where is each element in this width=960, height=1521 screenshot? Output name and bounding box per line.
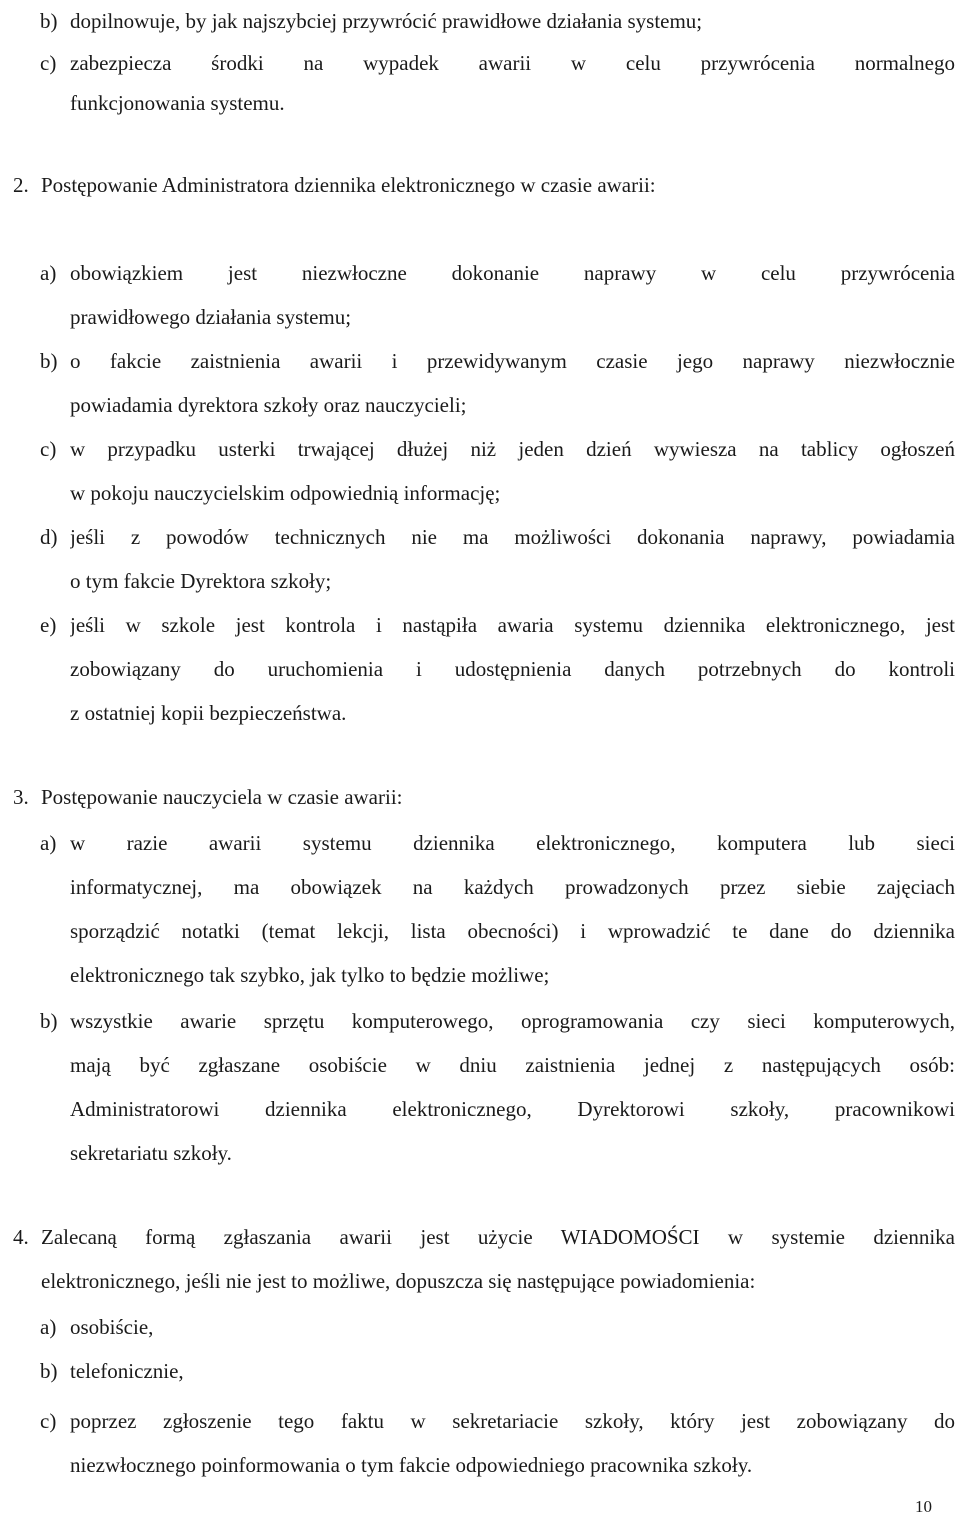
text-line [0, 610, 960, 640]
list-marker: b) [40, 1009, 58, 1033]
text-line [0, 302, 960, 332]
list-marker: b) [40, 1359, 58, 1383]
paragraph-text: wszystkie awarie sprzętu komputerowego, oprogramowania czy sieci komputerowych, [70, 1009, 955, 1033]
paragraph-text: mają być zgłaszane osobiście w dniu zaistnienia jednej z następujących osób: [70, 1053, 955, 1077]
paragraph-text: funkcjonowania systemu. [70, 91, 285, 115]
list-marker: e) [40, 613, 57, 637]
text-line [0, 522, 960, 552]
text-line [0, 1356, 960, 1386]
list-marker: 2. [13, 173, 29, 197]
text-line [0, 1094, 960, 1124]
text-line [0, 1050, 960, 1080]
text-line [0, 872, 960, 902]
paragraph-text: dopilnowuje, by jak najszybciej przywrócić prawidłowe działania systemu; [70, 9, 703, 33]
list-marker: b) [40, 9, 58, 33]
paragraph-text: jeśli z powodów technicznych nie ma możliwości dokonania naprawy, powiadamia [70, 525, 955, 549]
list-marker: b) [40, 349, 58, 373]
paragraph-text: Zalecaną formą zgłaszania awarii jest użycie WIADOMOŚCI w systemie dziennika [41, 1225, 955, 1249]
list-marker: c) [40, 437, 57, 461]
paragraph-text: w przypadku usterki trwającej dłużej niż jeden dzień wywiesza na tablicy ogłoszeń [70, 437, 955, 461]
text-line [0, 170, 960, 200]
text-line [0, 88, 960, 118]
paragraph-text: o tym fakcie Dyrektora szkoły; [70, 569, 332, 593]
paragraph-text: osobiście, [70, 1315, 154, 1339]
text-line [0, 478, 960, 508]
text-line [0, 390, 960, 420]
text-line [0, 1406, 960, 1436]
list-marker: c) [40, 51, 57, 75]
paragraph-text: elektronicznego, jeśli nie jest to możliwe, dopuszcza się następujące powiadomienia: [41, 1269, 756, 1293]
list-marker: a) [40, 831, 57, 855]
text-line [0, 434, 960, 464]
text-line [0, 1222, 960, 1252]
paragraph-text: obowiązkiem jest niezwłoczne dokonanie naprawy w celu przywrócenia [70, 261, 955, 285]
text-line [0, 782, 960, 812]
text-line [0, 258, 960, 288]
paragraph-text: telefonicznie, [70, 1359, 184, 1383]
paragraph-text: o fakcie zaistnienia awarii i przewidywanym czasie jego naprawy niezwłocznie [70, 349, 955, 373]
page-number: 10 [915, 1497, 932, 1516]
text-line [0, 1312, 960, 1342]
paragraph-text: w razie awarii systemu dziennika elektronicznego, komputera lub sieci [70, 831, 955, 855]
paragraph-text: sporządzić notatki (temat lekcji, lista obecności) i wprowadzić te dane do dziennika [70, 919, 955, 943]
text-line [0, 566, 960, 596]
text-line [0, 828, 960, 858]
list-marker: 4. [13, 1225, 29, 1249]
paragraph-text: powiadamia dyrektora szkoły oraz nauczycieli; [70, 393, 467, 417]
paragraph-text: zobowiązany do uruchomienia i udostępnienia danych potrzebnych do kontroli [70, 657, 955, 681]
paragraph-text: prawidłowego działania systemu; [70, 305, 352, 329]
paragraph-text: Postępowanie nauczyciela w czasie awarii: [41, 785, 403, 809]
paragraph-text: w pokoju nauczycielskim odpowiednią informację; [70, 481, 501, 505]
text-line [0, 916, 960, 946]
paragraph-text: sekretariatu szkoły. [70, 1141, 232, 1165]
list-marker: a) [40, 261, 57, 285]
text-line [0, 1266, 960, 1296]
list-marker: 3. [13, 785, 29, 809]
paragraph-text: jeśli w szkole jest kontrola i nastąpiła awaria systemu dziennika elektronicznego, jest [70, 613, 955, 637]
list-marker: c) [40, 1409, 57, 1433]
paragraph-text: informatycznej, ma obowiązek na każdych prowadzonych przez siebie zajęciach [70, 875, 955, 899]
list-marker: d) [40, 525, 58, 549]
text-line [0, 1006, 960, 1036]
text-line [0, 1138, 960, 1168]
text-line [0, 960, 960, 990]
paragraph-text: Administratorowi dziennika elektronicznego, Dyrektorowi szkoły, pracownikowi [70, 1097, 955, 1121]
text-line [0, 698, 960, 728]
paragraph-text: z ostatniej kopii bezpieczeństwa. [70, 701, 347, 725]
text-line [0, 346, 960, 376]
list-marker: a) [40, 1315, 57, 1339]
paragraph-text: elektronicznego tak szybko, jak tylko to będzie możliwe; [70, 963, 550, 987]
paragraph-text: poprzez zgłoszenie tego faktu w sekretariacie szkoły, który jest zobowiązany do [70, 1409, 955, 1433]
text-line [0, 654, 960, 684]
paragraph-text: zabezpiecza środki na wypadek awarii w celu przywrócenia normalnego [70, 51, 955, 75]
paragraph-text: Postępowanie Administratora dziennika elektronicznego w czasie awarii: [41, 173, 656, 197]
text-line [0, 6, 960, 36]
text-line [0, 1450, 960, 1480]
text-line [0, 48, 960, 78]
paragraph-text: niezwłocznego poinformowania o tym fakcie odpowiedniego pracownika szkoły. [70, 1453, 753, 1477]
